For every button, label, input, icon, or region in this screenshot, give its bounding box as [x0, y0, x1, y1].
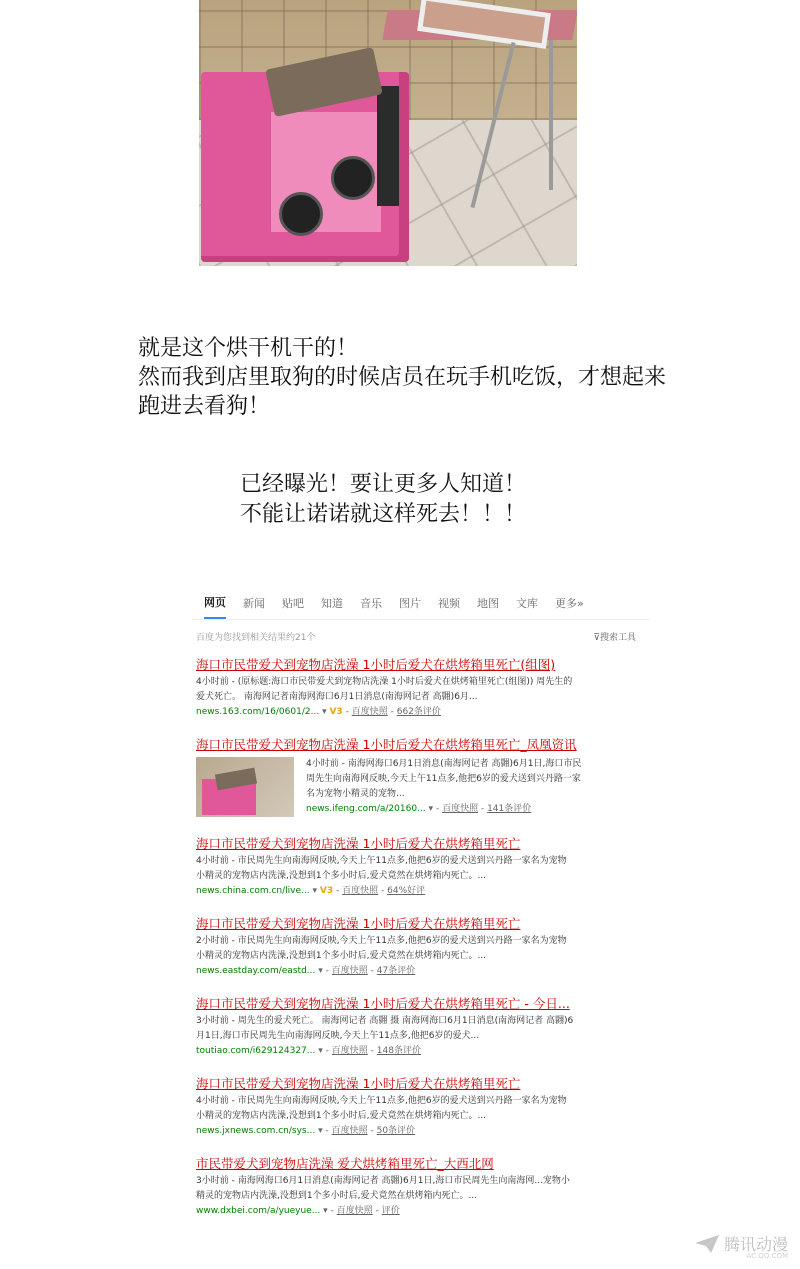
- result-title-link[interactable]: 市民带爱犬到宠物店洗澡 爱犬烘烤箱里死亡_大西北网: [196, 1156, 494, 1171]
- cache-link[interactable]: 百度快照: [336, 1206, 373, 1216]
- caption-block-1: [138, 334, 666, 421]
- cache-link[interactable]: 百度快照: [442, 804, 479, 814]
- review-link[interactable]: 64%好评: [387, 886, 426, 896]
- snippet-line: 小精灵的宠物店内洗澡,没想到1个多小时后,爱犬竟然在烘烤箱内死亡。...: [196, 951, 487, 961]
- tab-music[interactable]: 音乐: [360, 596, 382, 610]
- paper-plane-icon: [694, 1234, 720, 1254]
- cache-link[interactable]: 百度快照: [331, 1046, 368, 1056]
- result-title-link[interactable]: 海口市民带爱犬到宠物店洗澡 1小时后爱犬在烘烤箱里死亡: [196, 916, 521, 931]
- result-title-link[interactable]: 海口市民带爱犬到宠物店洗澡 1小时后爱犬在烘烤箱里死亡: [196, 1076, 521, 1091]
- dropdown-arrow-icon[interactable]: ▾: [318, 1126, 323, 1136]
- result-url-line: news.eastday.com/eastd... ▾ - 百度快照 - 47条评价: [196, 966, 416, 976]
- cache-link[interactable]: 百度快照: [331, 966, 368, 976]
- snippet-line: 小精灵的宠物店内洗澡,没想到1个多小时后,爱犬竟然在烘烤箱内死亡。...: [196, 871, 487, 881]
- snippet-line: 小精灵的宠物店内洗澡,没想到1个多小时后,爱犬竟然在烘烤箱内死亡。...: [196, 1111, 487, 1121]
- search-result: [196, 657, 636, 720]
- snippet-line: 3小时前 - 南海网海口6月1日消息(南海网记者 高翾)6月1日,海口市民周先生向南海网...宠物小: [196, 1176, 570, 1186]
- result-snippet: [196, 1174, 636, 1204]
- result-snippet: [196, 1014, 636, 1044]
- filter-icon: ⊽: [593, 633, 600, 643]
- caption-block-2: [240, 470, 526, 530]
- tab-news[interactable]: 新闻: [243, 596, 265, 610]
- result-url[interactable]: news.china.com.cn/live...: [196, 886, 310, 896]
- tab-zhidao[interactable]: 知道: [321, 596, 343, 610]
- watermark-name: 腾讯动漫: [723, 1235, 788, 1254]
- caption-line: 不能让诺诺就这样死去！！！: [240, 502, 527, 527]
- snippet-line: 月1日,海口市民周先生向南海网反映,今天上午11点多,他把6岁的爱犬...: [196, 1031, 480, 1041]
- result-count: 百度为您找到相关结果约21个: [196, 633, 316, 643]
- result-thumbnail[interactable]: [196, 757, 294, 817]
- tab-wenku[interactable]: 文库: [516, 596, 538, 610]
- dropdown-arrow-icon[interactable]: ▾: [318, 966, 323, 976]
- result-url[interactable]: news.jxnews.com.cn/sys...: [196, 1126, 316, 1136]
- fan-icon: [331, 156, 375, 200]
- result-snippet: [306, 757, 636, 817]
- result-url[interactable]: www.dxbei.com/a/yueyue...: [196, 1206, 321, 1216]
- tab-tieba[interactable]: 贴吧: [282, 596, 304, 610]
- search-tools-label: 搜索工具: [599, 633, 636, 643]
- snippet-line: 4小时前 - 南海网海口6月1日消息(南海网记者 高翾)6月1日,海口市民: [306, 759, 582, 769]
- caption-line: 就是这个烘干机干的！: [138, 336, 359, 361]
- result-url-line: www.dxbei.com/a/yueyue... ▾ - 百度快照 - 评价: [196, 1206, 400, 1216]
- result-snippet: [196, 934, 636, 964]
- dryer-photo: [199, 0, 577, 266]
- result-url-line: toutiao.com/i629124327... ▾ - 百度快照 - 148条评价: [196, 1046, 421, 1056]
- result-url-line: news.jxnews.com.cn/sys... ▾ - 百度快照 - 50条评价: [196, 1126, 416, 1136]
- snippet-line: 4小时前 - 市民周先生向南海网反映,今天上午11点多,他把6岁的爱犬送到兴丹路一家名为宠物: [196, 1096, 567, 1106]
- table-leg: [549, 40, 553, 190]
- review-link[interactable]: 50条评价: [376, 1126, 416, 1136]
- result-url[interactable]: toutiao.com/i629124327...: [196, 1046, 316, 1056]
- dropdown-arrow-icon[interactable]: ▾: [428, 804, 434, 814]
- search-result: [196, 737, 636, 829]
- result-meta: [192, 630, 650, 643]
- result-url[interactable]: news.ifeng.com/a/20160...: [306, 804, 426, 814]
- result-title-link[interactable]: 海口市民带爱犬到宠物店洗澡 1小时后爱犬在烘烤箱里死亡_凤凰资讯: [196, 737, 577, 752]
- result-url-line: news.163.com/16/0601/2... ▾ V3 - 百度快照 - 662条评价: [196, 707, 441, 717]
- tencent-comic-watermark: [694, 1232, 788, 1260]
- snippet-line: 4小时前 - (原标题:海口市民带爱犬到宠物店洗澡 1小时后爱犬在烘烤箱里死亡(组图)) 周先生的: [196, 677, 573, 687]
- result-title-link[interactable]: 海口市民带爱犬到宠物店洗澡 1小时后爱犬在烘烤箱里死亡: [196, 836, 521, 851]
- result-url-line: news.ifeng.com/a/20160... ▾ - 百度快照 - 141条评价: [306, 804, 532, 814]
- snippet-line: 周先生向南海网反映,今天上午11点多,他把6岁的爱犬送到兴丹路一家: [306, 774, 581, 784]
- tab-web[interactable]: 网页: [204, 588, 226, 619]
- cache-link[interactable]: 百度快照: [351, 707, 388, 717]
- tab-more[interactable]: 更多»: [555, 596, 584, 610]
- caption-line: 然而我到店里取狗的时候店员在玩手机吃饭，才想起来: [138, 365, 667, 390]
- tab-images[interactable]: 图片: [399, 596, 421, 610]
- search-result: [196, 836, 636, 899]
- fan-icon: [279, 192, 323, 236]
- search-results-screenshot: [192, 587, 650, 1227]
- dropdown-arrow-icon[interactable]: ▾: [318, 1046, 323, 1056]
- search-tabs: [192, 587, 650, 620]
- search-result: [196, 1076, 636, 1139]
- snippet-line: 精灵的宠物店内洗澡,没想到1个多小时后,爱犬竟然在烘烤箱内死亡。...: [196, 1191, 478, 1201]
- review-link[interactable]: 148条评价: [376, 1046, 421, 1056]
- search-result: [196, 916, 636, 979]
- v3-badge: V3: [319, 886, 334, 896]
- review-link[interactable]: 47条评价: [376, 966, 416, 976]
- result-snippet: [196, 1094, 636, 1124]
- snippet-line: 爱犬死亡。 南海网记者南海网海口6月1日消息(南海网记者 高翾)6月...: [196, 692, 478, 702]
- control-panel: [377, 86, 399, 206]
- caption-line: 跑进去看狗！: [138, 394, 271, 419]
- result-title-link[interactable]: 海口市民带爱犬到宠物店洗澡 1小时后爱犬在烘烤箱里死亡(组图): [196, 657, 556, 672]
- result-title-link[interactable]: 海口市民带爱犬到宠物店洗澡 1小时后爱犬在烘烤箱里死亡 - 今日...: [196, 996, 570, 1011]
- cache-link[interactable]: 百度快照: [331, 1126, 368, 1136]
- caption-line: 已经曝光！要让更多人知道！: [240, 472, 527, 497]
- dropdown-arrow-icon[interactable]: ▾: [312, 886, 318, 896]
- snippet-line: 名为宠物小精灵的宠物...: [306, 789, 405, 799]
- watermark-site: AC.QQ.COM: [746, 1252, 788, 1260]
- review-link[interactable]: 141条评价: [487, 804, 532, 814]
- cache-link[interactable]: 百度快照: [342, 886, 379, 896]
- tab-map[interactable]: 地图: [477, 596, 499, 610]
- result-url[interactable]: news.eastday.com/eastd...: [196, 966, 316, 976]
- tab-video[interactable]: 视频: [438, 596, 460, 610]
- snippet-line: 2小时前 - 市民周先生向南海网反映,今天上午11点多,他把6岁的爱犬送到兴丹路一家名为宠物: [196, 936, 567, 946]
- result-snippet: [196, 854, 636, 884]
- search-result: [196, 996, 636, 1059]
- dropdown-arrow-icon[interactable]: ▾: [323, 1206, 328, 1216]
- result-url-line: news.china.com.cn/live... ▾ V3 - 百度快照 - 64%好评: [196, 886, 426, 896]
- v3-badge: V3: [329, 707, 343, 717]
- snippet-line: 4小时前 - 市民周先生向南海网反映,今天上午11点多,他把6岁的爱犬送到兴丹路一家名为宠物: [196, 856, 567, 866]
- result-snippet: [196, 675, 636, 705]
- result-url[interactable]: news.163.com/16/0601/2...: [196, 707, 320, 717]
- dropdown-arrow-icon[interactable]: ▾: [322, 707, 327, 717]
- review-link[interactable]: 评价: [381, 1206, 400, 1216]
- search-tools-button[interactable]: [593, 630, 636, 643]
- review-link[interactable]: 662条评价: [396, 707, 441, 717]
- search-result: [196, 1156, 636, 1219]
- snippet-line: 3小时前 - 周先生的爱犬死亡。 南海网记者 高翾 摄 南海网海口6月1日消息(南海网记者 高翾)6: [196, 1016, 574, 1026]
